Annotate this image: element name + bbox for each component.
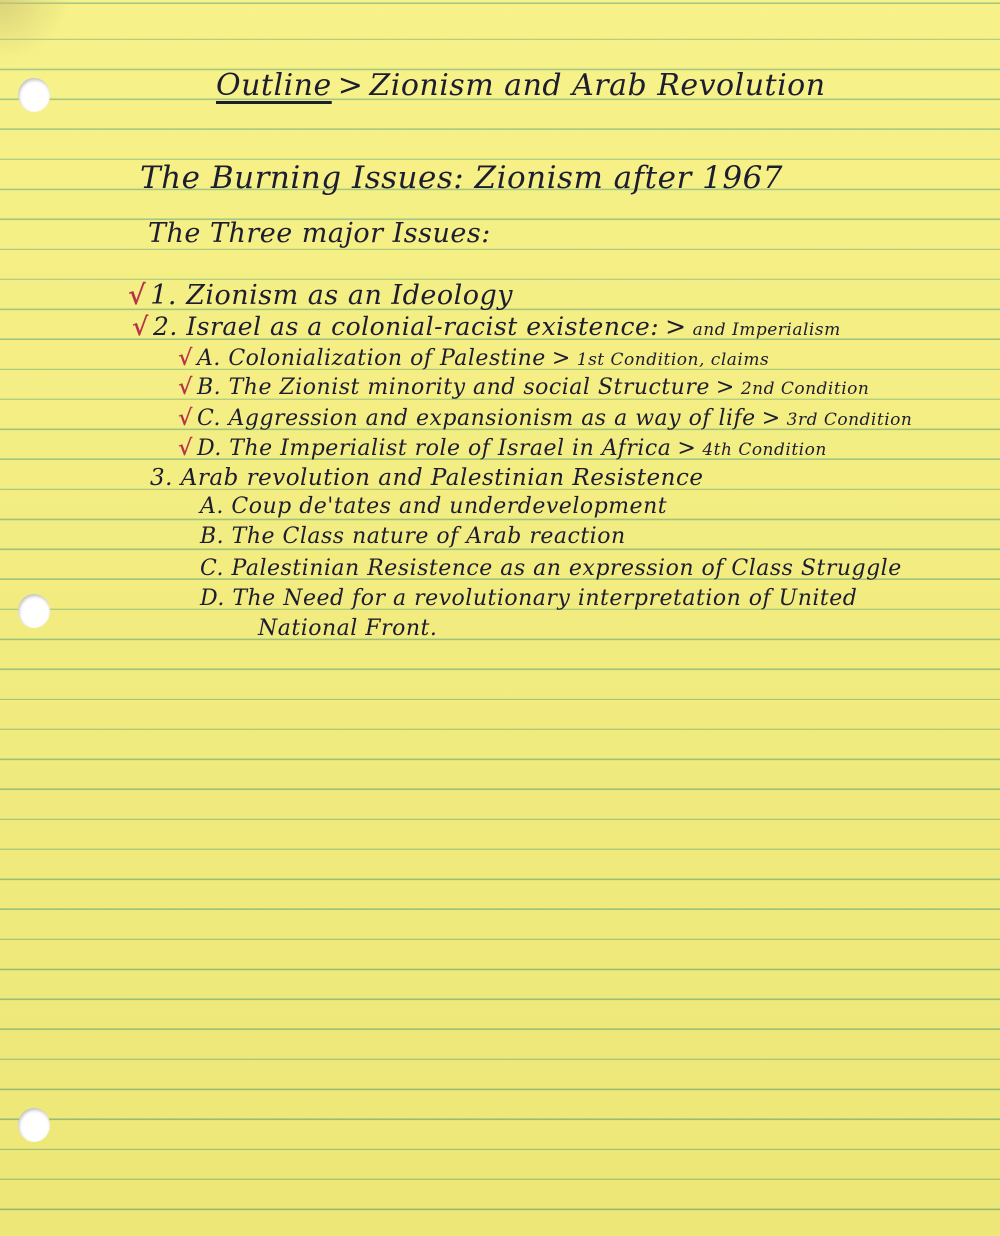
outline-item-2b [178,374,869,400]
outline-item-2-label: 2. Israel as a colonial-racist existence: [152,312,660,341]
punch-hole-top [18,78,50,112]
page-title [216,68,826,103]
corner-tear [0,0,70,60]
arrow-icon: > [715,375,735,400]
punch-hole-middle [18,594,50,628]
checkmark-icon: √ [128,280,147,311]
outline-item-2c-label: C. Aggression and expansionism as a way of life [196,406,756,431]
checkmark-icon: √ [178,374,193,400]
outline-item-3b: B. The Class nature of Arab reaction [200,524,626,549]
outline-item-2d-label: D. The Imperialist role of Israel in Africa [196,436,672,461]
three-major-issues-heading: The Three major Issues: [148,218,491,249]
outline-item-3a: A. Coup de'tates and underdevelopment [200,494,668,519]
outline-item-2-note: and Imperialism [692,320,841,340]
checkmark-icon: √ [132,312,149,341]
outline-item-2c [178,405,912,431]
arrow-icon: > [551,346,571,371]
outline-item-2b-note: 2nd Condition [740,379,870,399]
outline-item-2 [132,312,841,341]
outline-item-3d: D. The Need for a revolutionary interpretation of United [200,586,858,611]
punch-hole-bottom [18,1108,50,1142]
outline-item-3d-continuation: National Front. [258,616,438,641]
outline-item-2d-note: 4th Condition [702,440,827,460]
outline-item-2d [178,435,827,461]
checkmark-icon: √ [178,435,193,461]
outline-item-2a-label: A. Colonialization of Palestine [196,346,546,371]
outline-item-3: 3. Arab revolution and Palestinian Resistence [150,465,704,491]
arrow-icon: > [677,436,697,461]
outline-item-1 [128,280,513,311]
outline-item-3c: C. Palestinian Resistence as an expression of Class Struggle [200,556,902,581]
title-text: Zionism and Arab Revolution [369,68,826,103]
checkmark-icon: √ [178,405,193,431]
outline-item-2c-note: 3rd Condition [786,410,913,430]
outline-item-2a [178,345,769,371]
outline-item-1-label: 1. Zionism as an Ideology [150,280,514,311]
title-arrow: > [337,68,364,103]
checkmark-icon: √ [178,345,193,371]
arrow-icon: > [761,406,781,431]
outline-item-2a-note: 1st Condition, claims [576,350,770,370]
outline-item-2b-label: B. The Zionist minority and social Structure [196,375,710,400]
title-prefix: Outline [216,68,332,103]
burning-issues-heading: The Burning Issues: Zionism after 1967 [140,160,784,196]
arrow-icon: > [665,312,687,341]
